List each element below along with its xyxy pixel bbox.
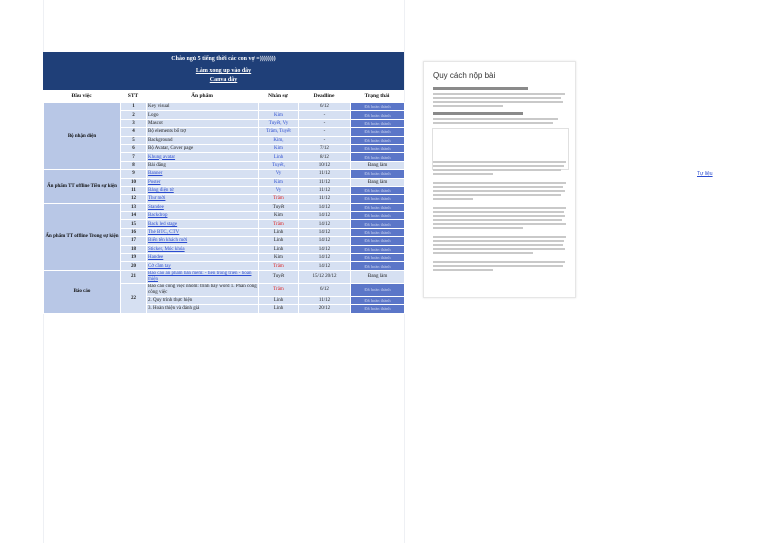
assignee-cell[interactable]: Vy	[259, 170, 299, 178]
task-cell[interactable]: 2. Quy trình thực hiện	[147, 296, 259, 304]
stt-cell: 8	[121, 161, 147, 169]
sheet-banner	[43, 52, 404, 90]
stt-cell: 11	[121, 186, 147, 194]
task-cell[interactable]: Bài đăng	[147, 161, 259, 169]
doc-text-line	[433, 186, 563, 188]
doc-note-box	[432, 128, 569, 170]
table-row	[44, 270, 405, 283]
assignee-cell[interactable]: Tuyết	[259, 270, 299, 283]
table-header	[43, 90, 404, 102]
doc-text-line	[433, 97, 561, 99]
status-cell[interactable]: Đã hoàn thành	[351, 136, 405, 144]
stt-cell: 5	[121, 136, 147, 144]
deadline-cell[interactable]: 14/12	[299, 262, 351, 270]
deadline-cell[interactable]: 11/12	[299, 178, 351, 186]
task-link[interactable]: Bảng điện tử	[147, 186, 259, 194]
status-cell[interactable]: Đã hoàn thành	[351, 305, 405, 313]
stt-cell: 19	[121, 254, 147, 262]
deadline-cell[interactable]: 6/12	[299, 103, 351, 111]
stt-cell: 22	[121, 283, 147, 313]
assignee-cell[interactable]: Kim	[259, 111, 299, 119]
doc-text-line	[433, 227, 523, 229]
assignee-cell[interactable]: Kim	[259, 144, 299, 152]
task-link[interactable]: Back led stage	[147, 220, 259, 228]
deadline-cell[interactable]: 11/12	[299, 195, 351, 203]
stt-cell: 1	[121, 103, 147, 111]
status-cell[interactable]: Đã hoàn thành	[351, 170, 405, 178]
doc-text-line	[433, 122, 553, 124]
status-cell[interactable]: Đã hoàn thành	[351, 228, 405, 236]
status-cell[interactable]: Đã hoàn thành	[351, 254, 405, 262]
status-cell[interactable]: Đã hoàn thành	[351, 111, 405, 119]
doc-text-line	[433, 219, 562, 221]
header-stt: STT	[127, 93, 139, 99]
deadline-cell[interactable]: 14/12	[299, 220, 351, 228]
assignee-cell[interactable]: Kim	[259, 254, 299, 262]
task-table	[43, 102, 405, 314]
header-group: Đầu việc	[71, 93, 92, 99]
doc-text-line	[433, 161, 566, 163]
stt-cell: 18	[121, 245, 147, 253]
task-link[interactable]: Backdrop	[147, 212, 259, 220]
assignee-cell[interactable]: Trâm	[259, 262, 299, 270]
status-cell[interactable]: Đã hoàn thành	[351, 103, 405, 111]
deadline-cell[interactable]: 20/12	[299, 305, 351, 313]
canva-link[interactable]: Canva đây	[209, 77, 238, 83]
header-assignee: Nhân sự	[268, 93, 288, 99]
doc-text-line	[433, 165, 564, 167]
schedule-sheet	[43, 52, 404, 314]
stt-cell: 16	[121, 228, 147, 236]
status-cell[interactable]: Đã hoàn thành	[351, 262, 405, 270]
deadline-cell[interactable]: 15/12 20/12	[299, 270, 351, 283]
doc-text-line	[433, 261, 565, 263]
deadline-cell[interactable]: 11/12	[299, 170, 351, 178]
header-deadline: Deadline	[313, 93, 335, 99]
doc-text-line	[433, 87, 528, 90]
doc-text-line	[433, 93, 565, 95]
assignee-cell[interactable]: Linh	[259, 305, 299, 313]
deadline-cell[interactable]: 14/12	[299, 228, 351, 236]
deadline-cell[interactable]: 7/12	[299, 144, 351, 152]
deadline-cell[interactable]: -	[299, 136, 351, 144]
stt-cell: 12	[121, 195, 147, 203]
header-status: Trạng thái	[364, 93, 390, 99]
submission-guide-card	[423, 61, 576, 298]
task-cell[interactable]: Logo	[147, 111, 259, 119]
assignee-cell[interactable]: Kim	[259, 212, 299, 220]
header-task: Ấn phẩm	[191, 93, 213, 99]
task-link[interactable]: Biển tên khách mời	[147, 237, 259, 245]
doc-text-line	[433, 236, 566, 238]
status-cell[interactable]: Đã hoàn thành	[351, 203, 405, 211]
status-cell[interactable]: Đã hoàn thành	[351, 220, 405, 228]
table-row	[44, 170, 405, 178]
banner-title: Chào ngủ 5 tiếng thời các con vợ =))))))))	[171, 56, 276, 62]
deadline-cell[interactable]: 11/12	[299, 186, 351, 194]
assignee-cell[interactable]: Linh	[259, 153, 299, 161]
stt-cell: 2	[121, 111, 147, 119]
task-cell[interactable]: Background	[147, 136, 259, 144]
stt-cell: 14	[121, 212, 147, 220]
doc-text-line	[433, 244, 563, 246]
status-cell[interactable]: Đang làm	[351, 161, 405, 169]
assignee-cell[interactable]: Trâm	[259, 220, 299, 228]
stt-cell: 13	[121, 203, 147, 211]
task-link[interactable]: Banner	[147, 170, 259, 178]
group-cell: Ấn phẩm TT offline Tiền sự kiện	[44, 170, 121, 204]
status-cell[interactable]: Đã hoàn thành	[351, 245, 405, 253]
table-row	[44, 103, 405, 111]
doc-text-line	[433, 248, 565, 250]
doc-text-line	[433, 173, 493, 175]
deadline-cell[interactable]: 14/12	[299, 212, 351, 220]
deadline-cell[interactable]: 14/12	[299, 203, 351, 211]
task-cell[interactable]: Báo cáo công việc nhóm: trình bày word 1. Phân công công việc	[148, 283, 257, 295]
doc-text-line	[433, 169, 561, 171]
assignee-cell[interactable]: Trâm, Tuyết	[259, 128, 299, 136]
doc-text-line	[433, 194, 561, 196]
status-cell[interactable]: Đã hoàn thành	[351, 237, 405, 245]
stt-cell: 6	[121, 144, 147, 152]
task-cell[interactable]: Mascot	[147, 119, 259, 127]
deadline-cell[interactable]: 11/12	[299, 296, 351, 304]
status-cell[interactable]: Đã hoàn thành	[351, 195, 405, 203]
doc-text-line	[433, 265, 563, 267]
status-cell[interactable]: Đã hoàn thành	[351, 144, 405, 152]
stt-cell: 21	[121, 270, 147, 283]
task-cell[interactable]: Bộ Avatar, Cover page	[147, 144, 259, 152]
doc-text-line	[433, 240, 564, 242]
task-link[interactable]: Thẻ BTC, CTV	[147, 228, 259, 236]
assignee-cell[interactable]: Tuyết,	[259, 161, 299, 169]
doc-text-line	[433, 101, 563, 103]
side-link[interactable]: Tự liệu	[697, 171, 713, 177]
doc-text-line	[433, 215, 565, 217]
stt-cell: 15	[121, 220, 147, 228]
doc-text-line	[433, 105, 503, 107]
stt-cell: 7	[121, 153, 147, 161]
status-cell[interactable]: Đang làm	[351, 270, 405, 283]
assignee-cell[interactable]	[259, 103, 299, 111]
task-link[interactable]: Khung avatar	[147, 153, 259, 161]
assignee-cell[interactable]: Linh	[259, 228, 299, 236]
assignee-cell[interactable]: Linh	[259, 237, 299, 245]
stt-cell: 20	[121, 262, 147, 270]
doc-title: Quy cách nộp bài	[433, 71, 496, 80]
doc-text-line	[433, 182, 566, 184]
assignee-cell[interactable]: Trâm	[259, 195, 299, 203]
status-cell[interactable]: Đã hoàn thành	[351, 119, 405, 127]
doc-text-line	[433, 190, 565, 192]
task-cell[interactable]: Bộ elements bổ trợ	[147, 128, 259, 136]
assignee-cell[interactable]: Kim,	[259, 136, 299, 144]
assignee-cell[interactable]: Vy	[259, 186, 299, 194]
stt-cell: 3	[121, 119, 147, 127]
status-cell[interactable]: Đã hoàn thành	[351, 212, 405, 220]
status-cell[interactable]: Đã hoàn thành	[351, 153, 405, 161]
deadline-cell[interactable]: 10/12	[299, 161, 351, 169]
doc-text-line	[433, 112, 523, 115]
deadline-cell[interactable]: -	[299, 128, 351, 136]
group-cell: Bộ nhận diện	[44, 103, 121, 170]
assignee-cell[interactable]: Trâm	[259, 283, 299, 296]
deadline-cell[interactable]: 8/12	[299, 153, 351, 161]
upload-link[interactable]: Làm xong up vào đây	[195, 68, 252, 74]
assignee-cell[interactable]: Linh	[259, 296, 299, 304]
doc-text-line	[433, 118, 558, 120]
status-cell[interactable]: Đã hoàn thành	[351, 186, 405, 194]
task-link[interactable]: Cờ cầm tay	[147, 262, 259, 270]
deadline-cell[interactable]: 14/12	[299, 254, 351, 262]
doc-text-line	[433, 211, 564, 213]
deadline-cell[interactable]: 6/12	[299, 283, 351, 296]
doc-text-line	[433, 223, 566, 225]
assignee-cell[interactable]: Tuyết, Vy	[259, 119, 299, 127]
assignee-cell[interactable]: Kim	[259, 178, 299, 186]
task-cell[interactable]: 3. Hoàn thiện và đánh giá	[147, 305, 259, 313]
deadline-cell[interactable]: 14/12	[299, 245, 351, 253]
stt-cell: 4	[121, 128, 147, 136]
status-cell[interactable]: Đã hoàn thành	[351, 283, 405, 296]
status-cell[interactable]: Đã hoàn thành	[351, 128, 405, 136]
task-link[interactable]: Poster	[147, 178, 259, 186]
task-link[interactable]: Sticker, Móc khóa	[147, 245, 259, 253]
deadline-cell[interactable]: -	[299, 119, 351, 127]
group-cell: Ấn phẩm TT offline Trong sự kiện	[44, 203, 121, 270]
task-link[interactable]: Báo cáo ấn phẩm bản mềm: - tiền trong triển - hoàn thiện	[147, 270, 259, 283]
task-link[interactable]: Handee	[147, 254, 259, 262]
deadline-cell[interactable]: 14/12	[299, 237, 351, 245]
deadline-cell[interactable]: -	[299, 111, 351, 119]
stt-cell: 10	[121, 178, 147, 186]
stt-cell: 17	[121, 237, 147, 245]
doc-text-line	[433, 252, 533, 254]
task-cell[interactable]: Key visual	[147, 103, 259, 111]
task-link[interactable]: Thư mời	[147, 195, 259, 203]
doc-text-line	[433, 207, 566, 209]
group-cell: Báo cáo	[44, 270, 121, 313]
assignee-cell[interactable]: Tuyết	[259, 203, 299, 211]
doc-text-line	[433, 269, 493, 271]
status-cell[interactable]: Đã hoàn thành	[351, 296, 405, 304]
table-row	[44, 203, 405, 211]
assignee-cell[interactable]: Linh	[259, 245, 299, 253]
status-cell[interactable]: Đang làm	[351, 178, 405, 186]
task-link[interactable]: Standee	[147, 203, 259, 211]
doc-text-line	[433, 198, 473, 200]
stt-cell: 9	[121, 170, 147, 178]
